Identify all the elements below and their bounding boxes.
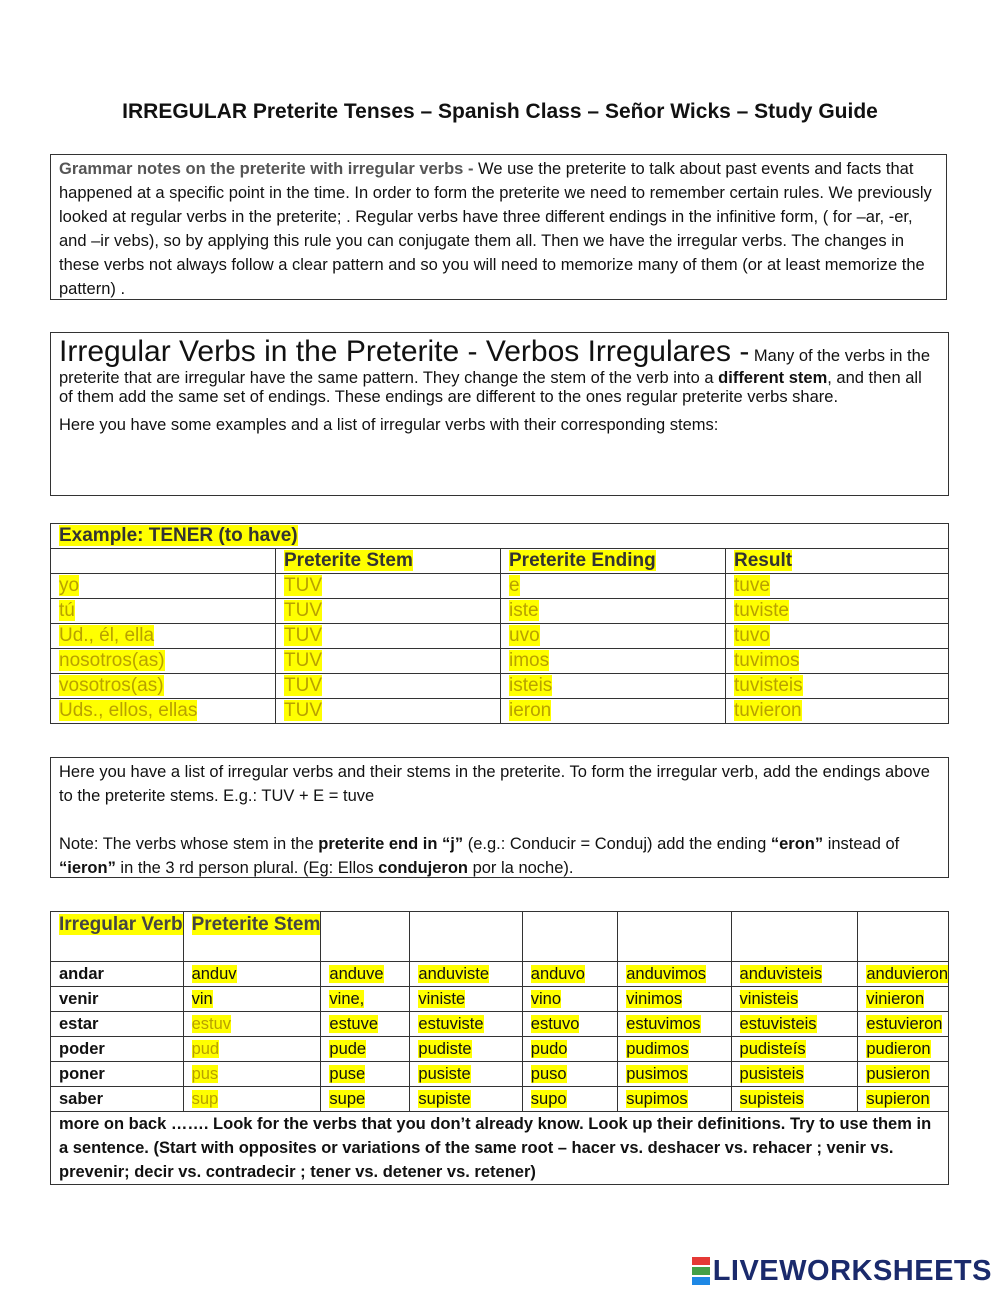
tener-example-table xyxy=(50,523,949,724)
logo-icon xyxy=(692,1257,710,1287)
logo-stripe xyxy=(692,1277,710,1285)
grammar-notes-box xyxy=(50,154,947,300)
verb-conjugation: estuvieron xyxy=(858,1012,949,1037)
verb-conjugation: anduvimos xyxy=(618,962,731,987)
table-row xyxy=(51,699,949,724)
tener-title: Example: TENER (to have) xyxy=(59,525,298,546)
verb-conjugation: puso xyxy=(522,1062,617,1087)
page-title: IRREGULAR Preterite Tenses – Spanish Class – Señor Wicks – Study Guide xyxy=(122,100,878,123)
verb-conjugation: vino xyxy=(522,987,617,1012)
table-row xyxy=(51,574,949,599)
table-cell: uvo xyxy=(501,624,726,649)
verb-conjugation: anduve xyxy=(321,962,410,987)
irregular-text-2: , and then all of them add the same set of endings. These endings are different to the ones regular preterite verbs share. xyxy=(59,369,922,406)
verb-conjugation: puse xyxy=(321,1062,410,1087)
irregular-text-1: Many of the verbs in the preterite that are irregular have the same pattern. They change the stem of the verb into a xyxy=(59,347,930,387)
table-row xyxy=(51,649,949,674)
tener-header-ending: Preterite Ending xyxy=(501,549,726,574)
verb-conjugation: anduvisteis xyxy=(731,962,858,987)
table-row xyxy=(51,987,949,1012)
verb-conjugation: pudisteís xyxy=(731,1037,858,1062)
verb-conjugation: vinieron xyxy=(858,987,949,1012)
table-cell: tuvieron xyxy=(726,699,949,724)
verb-conjugation: pusimos xyxy=(618,1062,731,1087)
verb-conjugation: pusieron xyxy=(858,1062,949,1087)
verb-infinitive: estar xyxy=(51,1012,184,1037)
table-row xyxy=(51,1037,949,1062)
table-row xyxy=(51,674,949,699)
irregular-list-intro: Here you have some examples and a list of irregular verbs with their corresponding stems: xyxy=(59,416,719,434)
verb-stem: estuv xyxy=(183,1012,321,1037)
verb-infinitive: poder xyxy=(51,1037,184,1062)
table-row xyxy=(51,624,949,649)
verbs-header-empty xyxy=(731,912,858,962)
note-line-1: Here you have a list of irregular verbs and their stems in the preterite. To form the irregular verb, add the endings above to the preterite stems. E.g.: TUV + E = tuve xyxy=(59,763,930,805)
table-row xyxy=(51,1087,949,1112)
verb-conjugation: supo xyxy=(522,1087,617,1112)
verb-conjugation: pude xyxy=(321,1037,410,1062)
verb-conjugation: pusiste xyxy=(410,1062,522,1087)
verb-infinitive: andar xyxy=(51,962,184,987)
verb-conjugation: vine, xyxy=(321,987,410,1012)
verb-conjugation: pudiste xyxy=(410,1037,522,1062)
table-cell: tú xyxy=(51,599,276,624)
verbs-header-empty xyxy=(618,912,731,962)
verb-conjugation: anduvieron xyxy=(858,962,949,987)
verb-conjugation: pudieron xyxy=(858,1037,949,1062)
verb-conjugation: anduvo xyxy=(522,962,617,987)
verb-conjugation: supiste xyxy=(410,1087,522,1112)
verb-infinitive: poner xyxy=(51,1062,184,1087)
verb-stem: pus xyxy=(183,1062,321,1087)
verb-infinitive: venir xyxy=(51,987,184,1012)
verb-stem: anduv xyxy=(183,962,321,987)
logo-stripe xyxy=(692,1257,710,1265)
verbs-header-verb: Irregular Verb xyxy=(51,912,184,962)
table-cell: yo xyxy=(51,574,276,599)
table-cell: tuviste xyxy=(726,599,949,624)
table-cell: tuvo xyxy=(726,624,949,649)
irregular-heading: Irregular Verbs in the Preterite - Verbos Irregulares - xyxy=(59,335,750,368)
verb-conjugation: pusisteis xyxy=(731,1062,858,1087)
table-cell: nosotros(as) xyxy=(51,649,276,674)
verb-conjugation: estuvisteis xyxy=(731,1012,858,1037)
irregular-intro-box xyxy=(50,332,949,496)
logo-stripe xyxy=(692,1267,710,1275)
verb-infinitive: saber xyxy=(51,1087,184,1112)
grammar-notes-text: We use the preterite to talk about past events and facts that happened at a specific point in the time. In order to form the preterite we need to remember certain rules. We previously looked at regular verbs in the preterite; . Regular verbs have three different endings in the infinitive form, ( for –ar, -er, and –ir vebs), so by applying this rule you can conjugate them all. Then we have the irregular verbs. The changes in these verbs not always follow a clear pattern and so you will need to memorize many of them (or at least memorize the pattern) . xyxy=(59,160,932,298)
table-cell: tuvimos xyxy=(726,649,949,674)
tener-header-stem: Preterite Stem xyxy=(276,549,501,574)
verb-stem: vin xyxy=(183,987,321,1012)
grammar-notes-heading: Grammar notes on the preterite with irregular verbs - xyxy=(59,160,474,178)
irregular-bold-different-stem: different stem xyxy=(718,369,828,387)
verb-conjugation: supieron xyxy=(858,1087,949,1112)
verb-conjugation: supimos xyxy=(618,1087,731,1112)
table-cell: tuve xyxy=(726,574,949,599)
tener-header-empty xyxy=(51,549,276,574)
verb-stem: sup xyxy=(183,1087,321,1112)
verb-stem: pud xyxy=(183,1037,321,1062)
note-line-2: Note: The verbs whose stem in the preterite end in “j” (e.g.: Conducir = Conduj) add the ending “eron” instead of “ieron” in the 3 rd person plural. (Eg: Ellos condujeron por la noche). xyxy=(59,835,900,877)
verb-conjugation: estuvo xyxy=(522,1012,617,1037)
verb-conjugation: vinimos xyxy=(618,987,731,1012)
verb-conjugation: pudo xyxy=(522,1037,617,1062)
irregular-verbs-table xyxy=(50,911,949,1185)
table-row xyxy=(51,962,949,987)
logo-text: LIVEWORKSHEETS xyxy=(712,1255,992,1287)
table-cell: e xyxy=(501,574,726,599)
verb-conjugation: vinisteis xyxy=(731,987,858,1012)
verbs-header-empty xyxy=(321,912,410,962)
note-box xyxy=(50,757,949,878)
table-cell: tuvisteis xyxy=(726,674,949,699)
verb-conjugation: viniste xyxy=(410,987,522,1012)
verbs-footer: more on back ……. Look for the verbs that you don’t already know. Look up their definitions. Try to use them in a sentence. (Start with opposites or variations of the same root – hacer vs. deshacer vs. rehacer ; venir vs. prevenir; decir vs. contradecir ; tener vs. detener vs. retener) xyxy=(51,1112,949,1185)
table-row xyxy=(51,1012,949,1037)
verb-conjugation: estuviste xyxy=(410,1012,522,1037)
table-cell: iste xyxy=(501,599,726,624)
table-cell: TUV xyxy=(276,624,501,649)
verb-conjugation: anduviste xyxy=(410,962,522,987)
table-cell: vosotros(as) xyxy=(51,674,276,699)
table-cell: TUV xyxy=(276,699,501,724)
verbs-header-stem: Preterite Stem xyxy=(183,912,321,962)
verb-conjugation: supe xyxy=(321,1087,410,1112)
verb-conjugation: estuve xyxy=(321,1012,410,1037)
verb-conjugation: estuvimos xyxy=(618,1012,731,1037)
tener-title-cell xyxy=(51,524,949,549)
table-cell: TUV xyxy=(276,599,501,624)
liveworksheets-logo xyxy=(692,1255,992,1288)
verb-conjugation: pudimos xyxy=(618,1037,731,1062)
table-cell: Uds., ellos, ellas xyxy=(51,699,276,724)
table-cell: ieron xyxy=(501,699,726,724)
table-row xyxy=(51,599,949,624)
verbs-header-empty xyxy=(410,912,522,962)
tener-header-result: Result xyxy=(726,549,949,574)
verbs-header-empty xyxy=(858,912,949,962)
verbs-header-empty xyxy=(522,912,617,962)
verb-conjugation: supisteis xyxy=(731,1087,858,1112)
table-cell: TUV xyxy=(276,574,501,599)
table-cell: TUV xyxy=(276,649,501,674)
table-cell: TUV xyxy=(276,674,501,699)
table-row xyxy=(51,1062,949,1087)
table-cell: isteis xyxy=(501,674,726,699)
table-cell: imos xyxy=(501,649,726,674)
table-cell: Ud., él, ella xyxy=(51,624,276,649)
